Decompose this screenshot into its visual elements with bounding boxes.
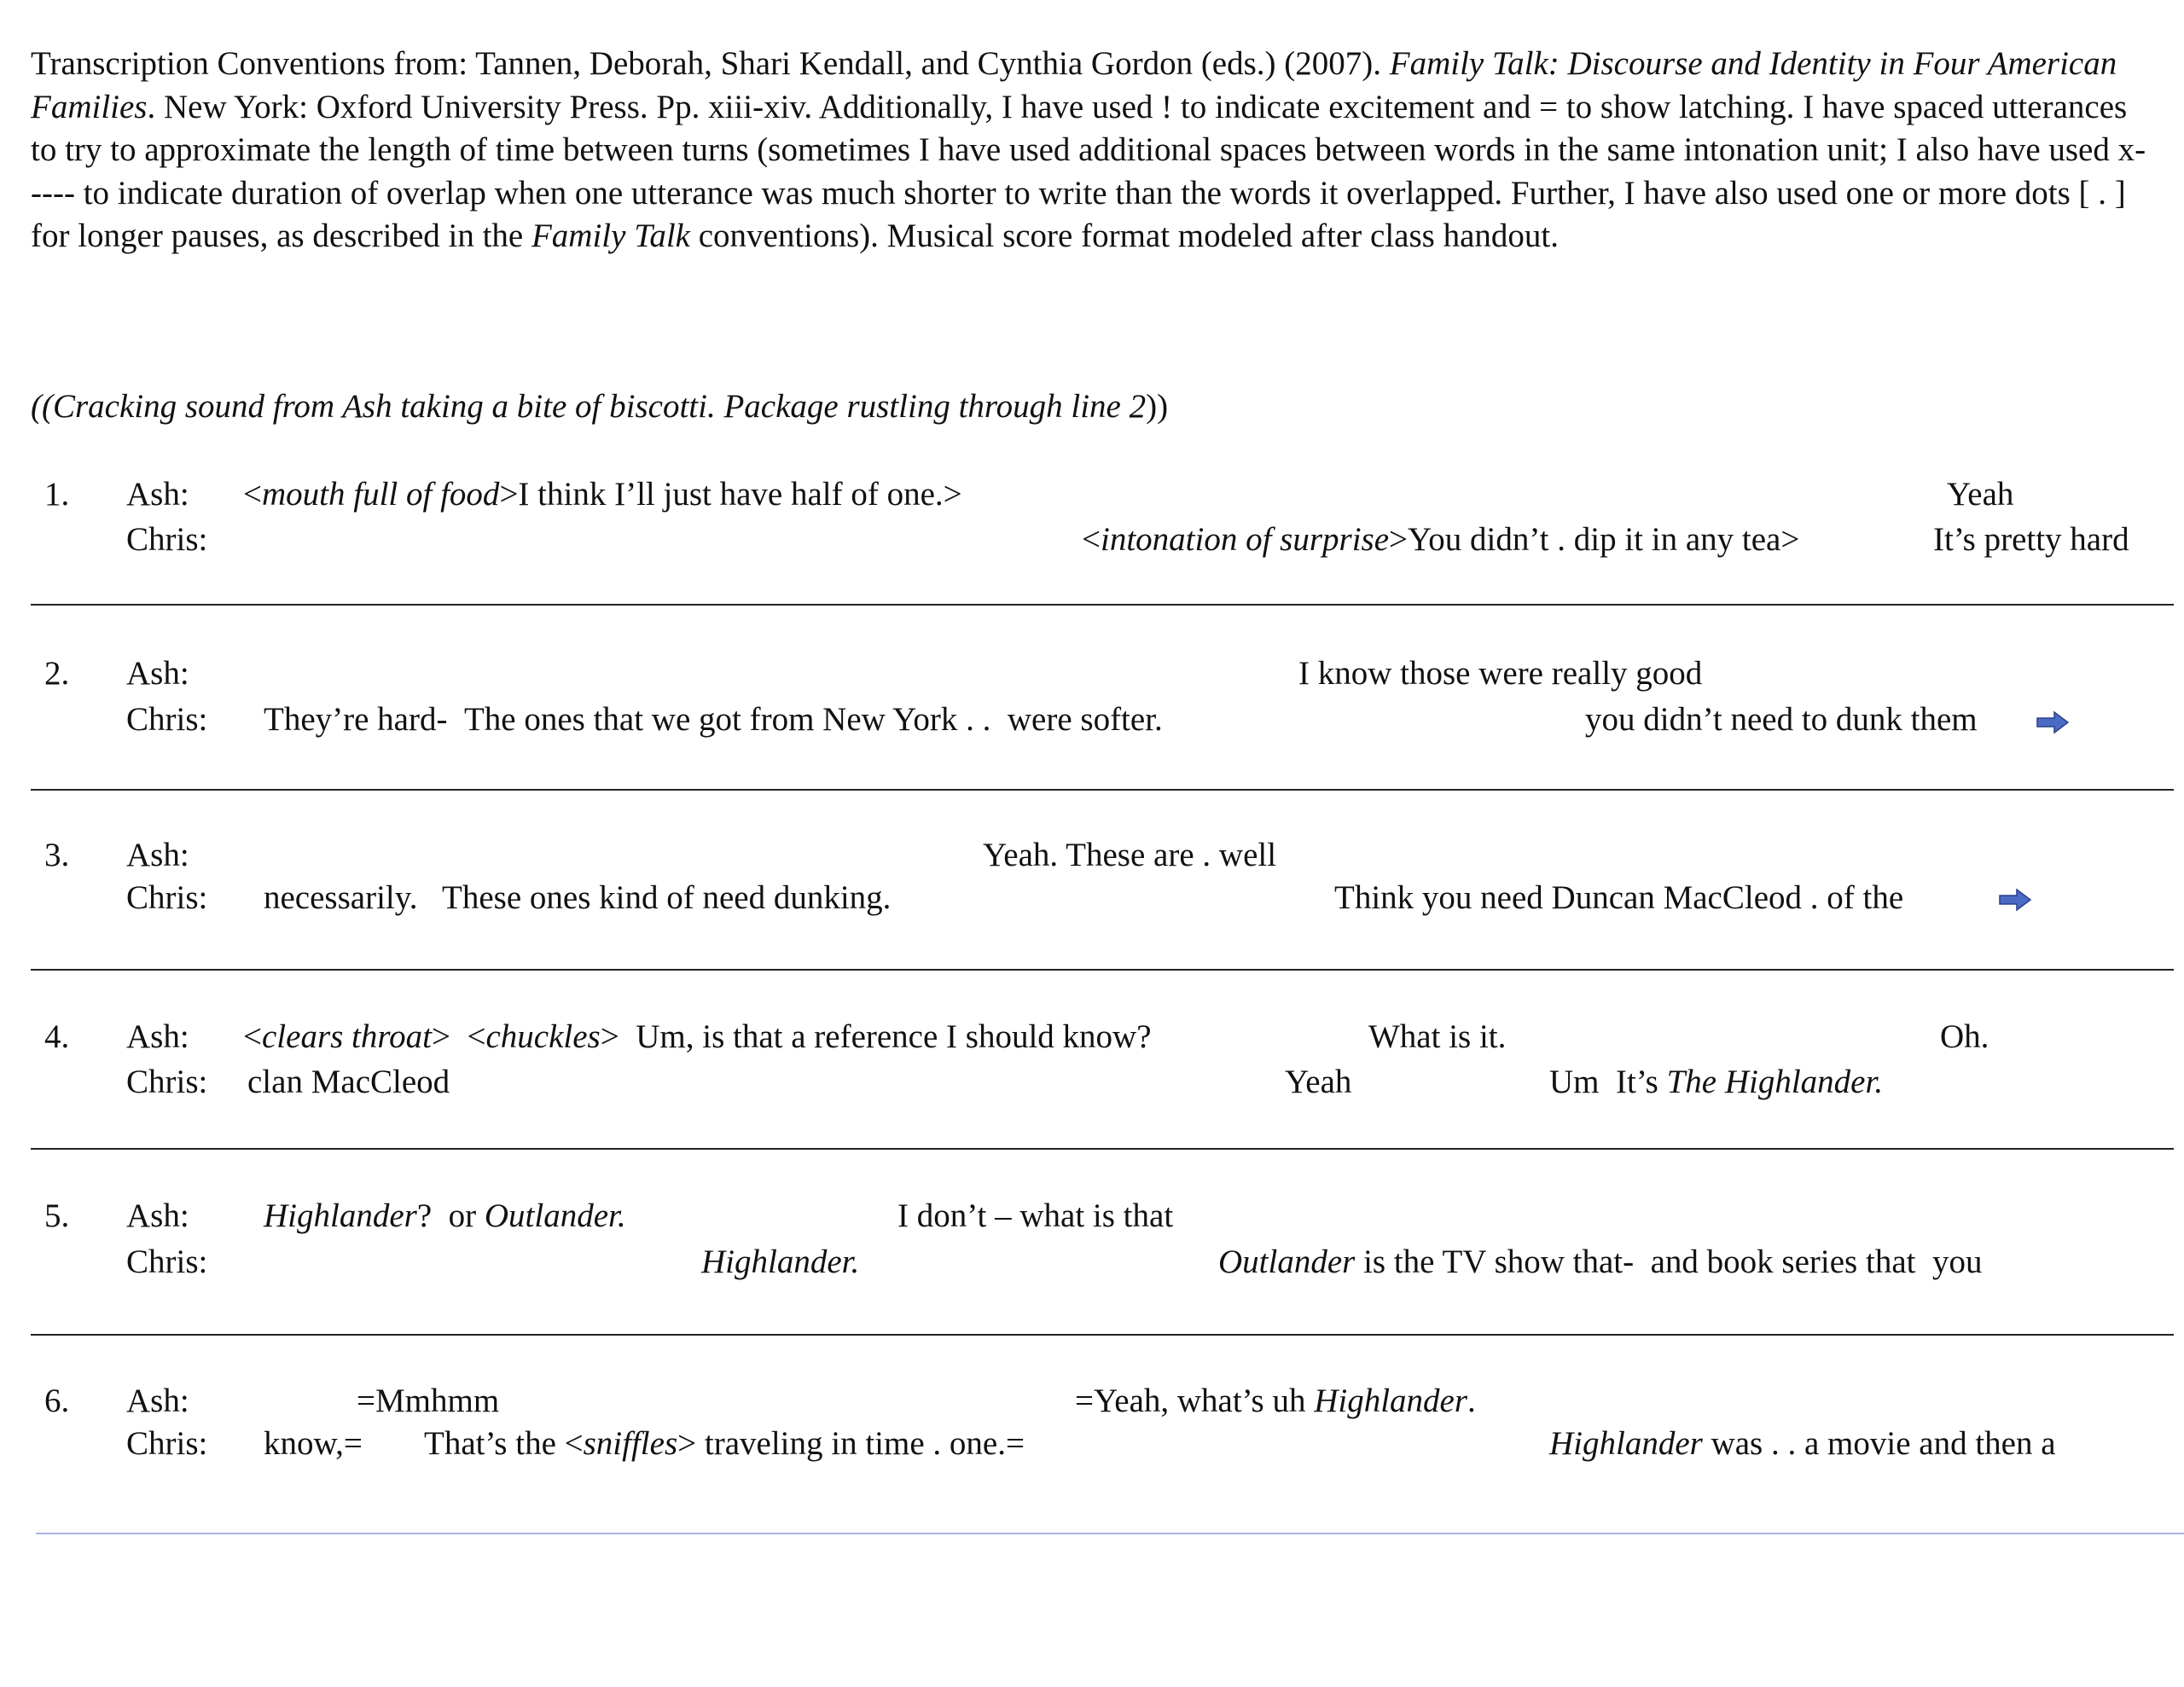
book-short-title: Family Talk [531,217,690,254]
chris-utterance: It’s pretty hard [1933,521,2129,558]
chris-utterance: Highlander. [701,1244,860,1280]
speaker-chris: Chris: [126,1425,208,1462]
chris-utterance: Um It’s The Highlander. [1549,1064,1884,1100]
stave-divider [31,789,2174,791]
speaker-chris: Chris: [126,1244,208,1280]
transcription-conventions-paragraph [31,43,2155,258]
conventions-text-3: conventions). Musical score format modeled after class handout. [689,217,1559,254]
arrow-right-icon [1998,887,2032,913]
speaker-ash: Ash: [126,1197,189,1234]
chris-utterance: necessarily. These ones kind of need dunking. [264,879,892,916]
speaker-ash: Ash: [126,1383,189,1419]
stave-divider [31,604,2174,606]
stage-direction-text: ((Cracking sound from Ash taking a bite of biscotti. Package rustling through line 2 [31,388,1147,425]
chris-utterance: Think you need Duncan MacCleod . of the [1334,879,1904,916]
stave-number: 1. [44,476,70,513]
ash-utterance: <mouth full of food>I think I’ll just have half of one.> [243,476,962,513]
stave-divider [31,1148,2174,1150]
ash-utterance: What is it. [1368,1018,1507,1055]
ash-utterance: =Mmhmm [357,1383,500,1419]
speaker-ash: Ash: [126,837,189,873]
ash-utterance: I don’t – what is that [897,1197,1174,1234]
stave-divider [31,969,2174,971]
book-title: Family Talk: Discourse and Identity in Four American Families [31,45,2117,125]
ash-utterance: Oh. [1940,1018,1989,1055]
ash-utterance: <clears throat> <chuckles> Um, is that a reference I should know? [243,1018,1152,1055]
stave-number: 4. [44,1018,70,1055]
stage-direction-close: )) [1146,388,1169,425]
stave-number: 6. [44,1383,70,1419]
ash-utterance: =Yeah, what’s uh Highlander. [1075,1383,1476,1419]
arrow-right-icon [2036,710,2070,735]
speaker-chris: Chris: [126,701,208,738]
ash-utterance: Yeah. These are . well [983,837,1277,873]
ash-utterance: Yeah [1947,476,2014,513]
chris-utterance: clan MacCleod [247,1064,450,1100]
stave-divider [31,1334,2174,1336]
stave-number: 5. [44,1197,70,1234]
chris-utterance: know,= [264,1425,363,1462]
conventions-text-1: Transcription Conventions from: Tannen, Deborah, Shari Kendall, and Cynthia Gordon (eds.) (2007). [31,45,1390,82]
stave-number: 3. [44,837,70,873]
chris-utterance: They’re hard- The ones that we got from New York . . were softer. [264,701,1163,738]
ash-utterance: I know those were really good [1298,655,1703,692]
chris-utterance: That’s the <sniffles> traveling in time . one.= [424,1425,1025,1462]
stage-direction [31,386,1168,428]
arrow-shape [2037,712,2068,733]
speaker-ash: Ash: [126,476,189,513]
speaker-chris: Chris: [126,879,208,916]
arrow-shape [2000,890,2030,910]
speaker-ash: Ash: [126,1018,189,1055]
speaker-chris: Chris: [126,521,208,558]
chris-utterance: Yeah [1285,1064,1352,1100]
chris-utterance: you didn’t need to dunk them [1585,701,1978,738]
conventions-text-2: . New York: Oxford University Press. Pp. xiii-xiv. Additionally, I have used ! to indicate excitement and = to show latching. I have spaced utterances to try to approximate the length of time between turns (sometimes I have used additional spaces between words in the same intonation unit; I also have used x----- to indicate duration of overlap when one utterance was much shorter to write than the words it overlapped. Further, I have also used one or more dots [ . ] for longer pauses, as described in the [31,88,2146,254]
chris-utterance: <intonation of surprise>You didn’t . dip it in any tea> [1082,521,1800,558]
speaker-chris: Chris: [126,1064,208,1100]
chris-utterance: Outlander is the TV show that- and book series that you [1218,1244,1983,1280]
page-bottom-rule [36,1533,2184,1534]
speaker-ash: Ash: [126,655,189,692]
stave-number: 2. [44,655,70,692]
ash-utterance: Highlander? or Outlander. [264,1197,626,1234]
chris-utterance: Highlander was . . a movie and then a [1549,1425,2056,1462]
